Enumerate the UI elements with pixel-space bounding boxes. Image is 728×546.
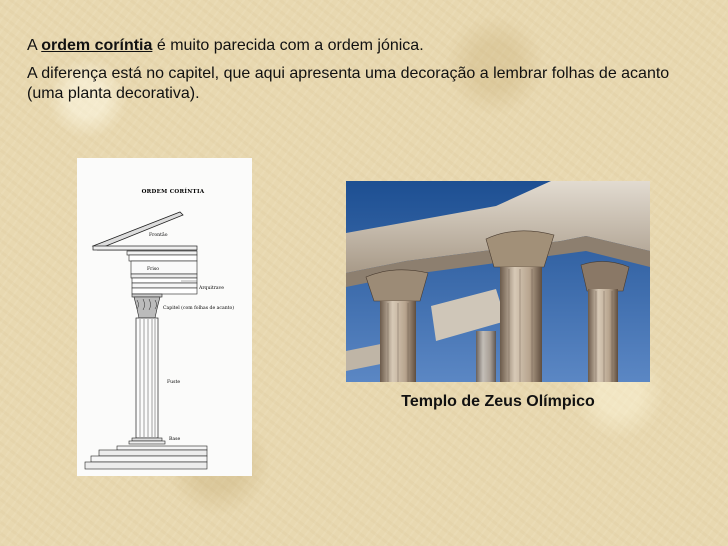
intro-suffix: é muito parecida com a ordem jónica.	[156, 37, 424, 54]
label-arquitrave: Arquitrave	[199, 286, 224, 291]
label-capitel: Capitel (com folhas de acanto)	[163, 306, 235, 311]
intro-prefix: A	[27, 37, 37, 54]
temple-photo	[346, 181, 650, 382]
label-friso: Friso	[147, 267, 159, 272]
entablature-drawing	[127, 251, 197, 294]
corinthian-order-diagram	[77, 158, 252, 476]
photo-caption: Templo de Zeus Olímpico	[401, 393, 595, 410]
label-base: Base	[169, 437, 181, 442]
base-drawing	[85, 438, 207, 469]
capital-drawing	[132, 294, 162, 318]
corinthian-order-term: ordem coríntia	[41, 37, 153, 54]
intro-sentence	[27, 36, 707, 56]
shaft-drawing	[136, 318, 158, 438]
label-frontao: Frontão	[149, 233, 168, 238]
capital-explanation: A diferença está no capitel, que aqui apresenta uma decoração a lembrar folhas de acanto (uma planta decorativa).	[27, 65, 670, 102]
diagram-title: ORDEM CORÍNTIA	[141, 189, 205, 195]
pediment-drawing	[93, 212, 197, 250]
label-fuste: Fuste	[167, 380, 181, 385]
slide-text	[27, 36, 707, 112]
